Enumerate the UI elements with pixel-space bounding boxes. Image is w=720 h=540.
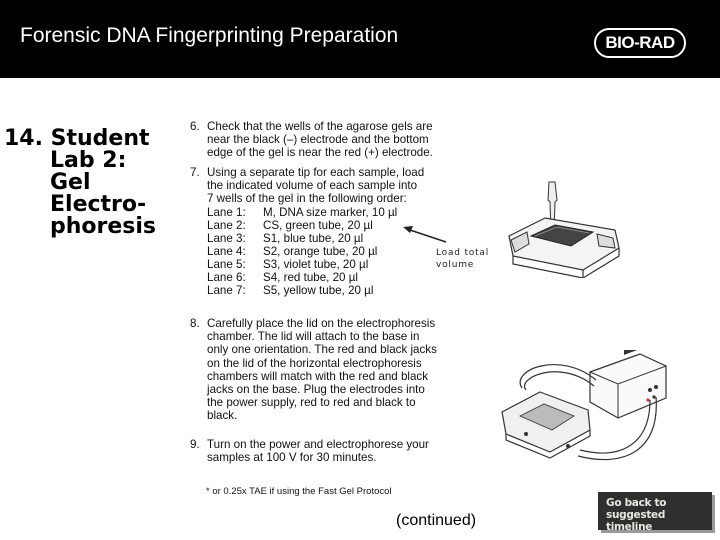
step-line: only one orientation. The red and black jacks [207, 343, 437, 357]
step-line: the indicated volume of each sample into [207, 179, 418, 193]
section-title-line: Lab 2: [50, 148, 127, 173]
step-line: Check that the wells of the agarose gels are [207, 120, 433, 133]
note-line: volume [436, 260, 475, 270]
step-line: Using a separate tip for each sample, load [207, 166, 425, 180]
bio-rad-logo [594, 28, 686, 58]
continued-label: (continued) [396, 512, 477, 529]
step-number: 6. [190, 120, 200, 133]
step-line: Turn on the power and electrophorese your [207, 437, 429, 451]
section-title-line: Electro- [50, 192, 147, 217]
button-label-line: suggested timeline [606, 509, 666, 533]
note-line: Load total [436, 248, 490, 258]
step-line: edge of the gel is near the red (+) electrode. [207, 146, 433, 160]
step-line: black. [207, 408, 238, 422]
step-6 [190, 120, 490, 159]
lane-row [207, 206, 490, 219]
step-number: 7. [190, 166, 200, 180]
lane-sample: S4, red tube, 20 µl [263, 271, 358, 285]
lane-label: Lane 1: [207, 205, 246, 219]
load-volume-note [436, 247, 489, 271]
power-supply-illustration [500, 350, 670, 475]
step-line: on the lid of the horizontal electrophoresis [207, 356, 422, 370]
button-label-line: Go back to [606, 497, 667, 509]
lane-label: Lane 7: [207, 284, 246, 298]
step-line: 7 wells of the gel in the following order: [207, 192, 407, 206]
footnote: * or 0.25x TAE if using the Fast Gel Protocol [206, 486, 392, 497]
lane-row [207, 271, 490, 284]
step-number: 8. [190, 317, 200, 331]
logo-text: BIO-RAD [605, 33, 675, 52]
header-bar [0, 0, 720, 78]
lane-sample: S3, violet tube, 20 µl [263, 257, 369, 271]
gel-loading-illustration [505, 178, 625, 278]
lane-sample: M, DNA size marker, 10 µl [263, 205, 398, 219]
lane-label: Lane 2: [207, 218, 246, 232]
lane-label: Lane 6: [207, 271, 246, 285]
lane-sample: S1, blue tube, 20 µl [263, 231, 364, 245]
section-title [4, 128, 174, 238]
lane-row [207, 284, 490, 297]
arrow-icon [400, 222, 450, 247]
step-line: near the black (–) electrode and the bottom [207, 133, 429, 147]
lane-label: Lane 4: [207, 244, 246, 258]
lane-sample: S2, orange tube, 20 µl [263, 244, 378, 258]
step-number: 9. [190, 437, 200, 451]
go-back-timeline-button[interactable] [598, 492, 712, 533]
step-line: jacks on the base. Plug the electrodes into [207, 382, 425, 396]
section-title-line: phoresis [50, 214, 157, 239]
section-title-line: Gel [50, 170, 91, 195]
step-line: chamber. The lid will attach to the base in [207, 330, 420, 344]
step-line: Carefully place the lid on the electrophoresis [207, 317, 436, 331]
lane-sample: S5, yellow tube, 20 µl [263, 284, 374, 298]
protocol-steps [190, 120, 490, 464]
lane-sample: CS, green tube, 20 µl [263, 218, 373, 232]
step-line: samples at 100 V for 30 minutes. [207, 451, 377, 465]
step-9 [190, 438, 490, 464]
section-title-line: 14. Student [4, 126, 150, 151]
step-line: chambers will match with the red and black [207, 369, 429, 383]
lane-label: Lane 3: [207, 231, 246, 245]
page-title: Forensic DNA Fingerprinting Preparation [20, 24, 399, 47]
step-line: the power supply, red to red and black to [207, 395, 416, 409]
lane-label: Lane 5: [207, 257, 246, 271]
step-8 [190, 317, 490, 422]
